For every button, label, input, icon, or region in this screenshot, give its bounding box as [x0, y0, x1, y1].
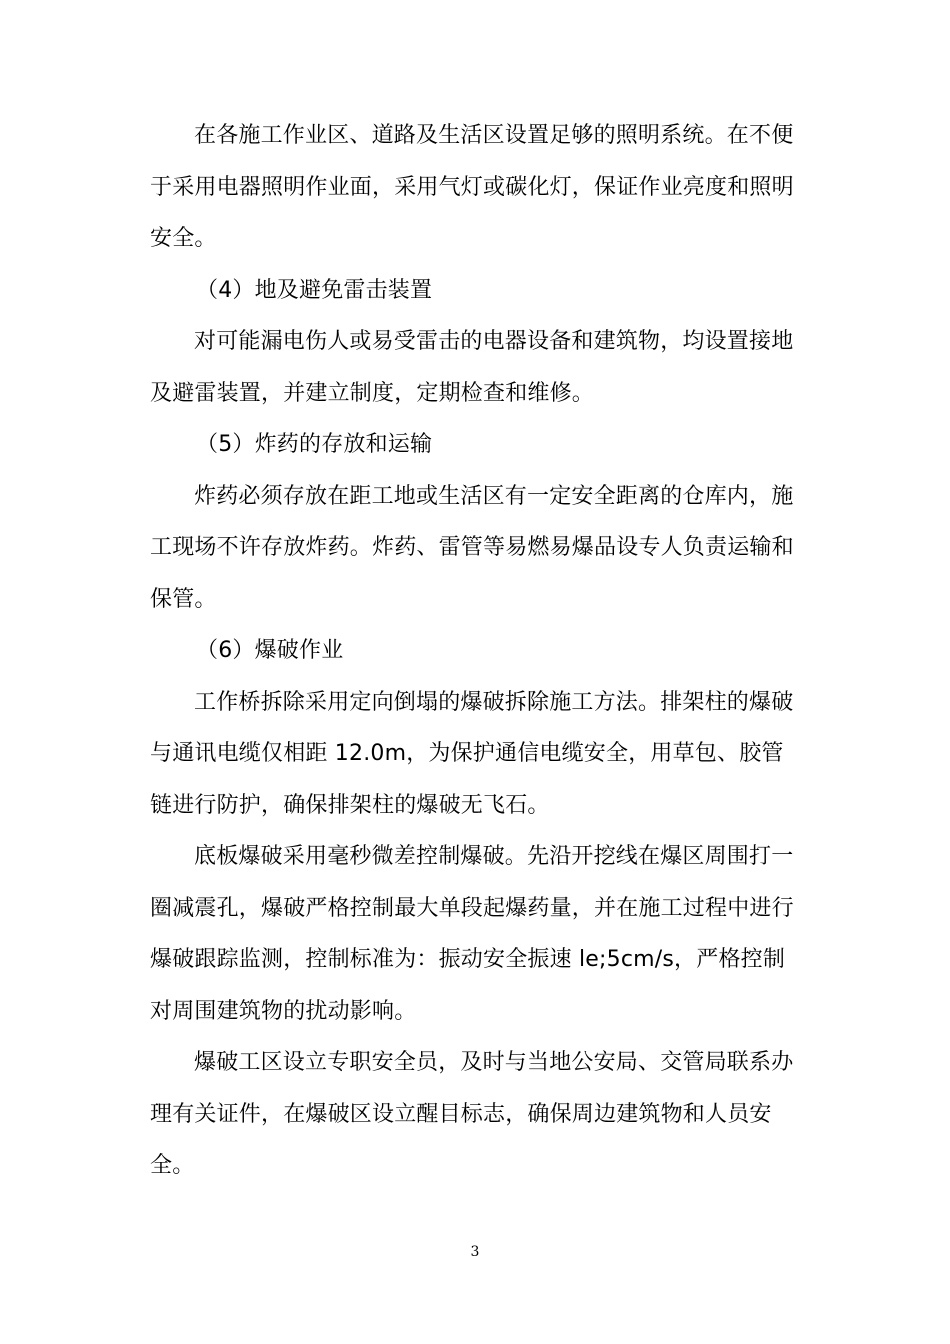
- heading-explosives-storage: （5）炸药的存放和运输: [196, 432, 433, 457]
- paragraph-floor-blasting: 底板爆破采用毫秒微差控制爆破。先沿开挖线在爆区周围打一圈减震孔，爆破严格控制最大单段起爆药量，并在施工过程中进行爆破跟踪监测，控制标准为：振动安全振速 le;5cm/s，严格控制对周围建筑物的扰动影响。: [150, 844, 794, 1024]
- body-text: [150, 110, 800, 1192]
- heading-lightning-protection: （4）地及避免雷击装置: [196, 277, 433, 303]
- paragraph-grounding: 对可能漏电伤人或易受雷击的电器设备和建筑物，均设置接地及避雷装置，并建立制度，定期检查和维修。: [150, 329, 794, 406]
- paragraph-explosives: 炸药必须存放在距工地或生活区有一定安全距离的仓库内，施工现场不许存放炸药。炸药、雷管等易燃易爆品设专人负责运输和保管。: [150, 483, 794, 612]
- paragraph-bridge-demolition: 工作桥拆除采用定向倒塌的爆破拆除施工方法。排架柱的爆破与通讯电缆仅相距 12.0m，为保护通信电缆安全，用草包、胶管链进行防护，确保排架柱的爆破无飞石。: [150, 689, 794, 818]
- heading-blasting: （6）爆破作业: [196, 638, 344, 663]
- page-number: 3: [470, 1244, 480, 1260]
- paragraph-lighting: 在各施工作业区、道路及生活区设置足够的照明系统。在不便于采用电器照明作业面，采用气灯或碳化灯，保证作业亮度和照明安全。: [150, 123, 794, 251]
- paragraph-safety-officer: 爆破工区设立专职安全员，及时与当地公安局、交管局联系办理有关证件，在爆破区设立醒目标志，确保周边建筑物和人员安全。: [150, 1050, 794, 1178]
